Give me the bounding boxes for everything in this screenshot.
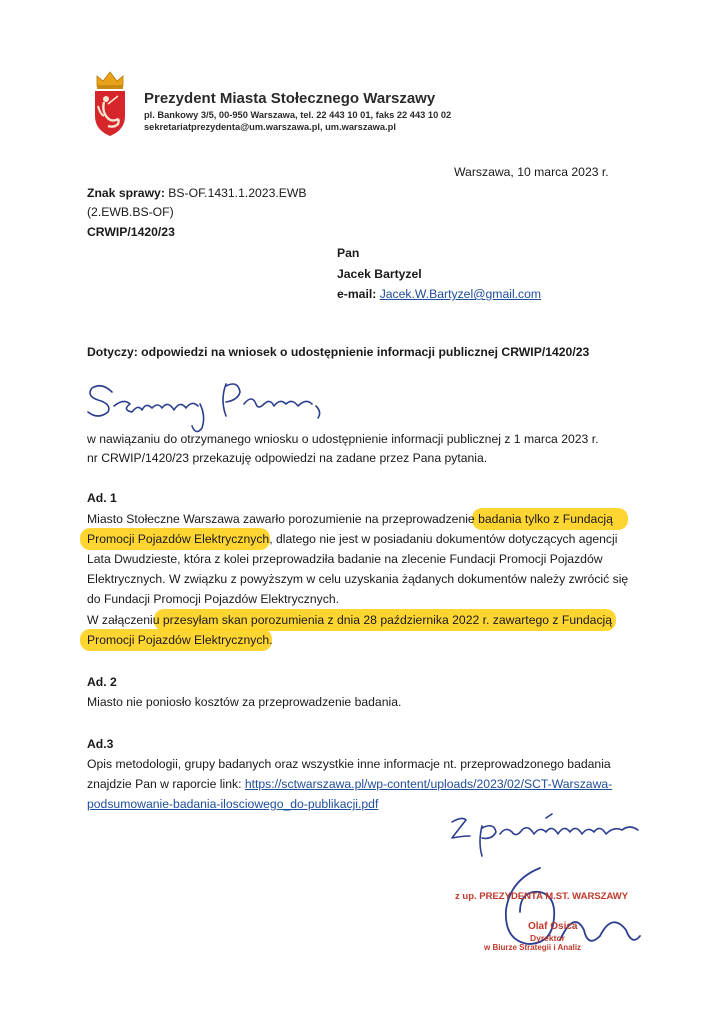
ad3-line-3 [87,795,378,814]
recipient-name: Jacek Bartyzel [337,267,422,281]
case-sub: (2.EWB.BS-OF) [87,205,174,219]
ad1-line-3: Lata Dwudzieste, która z kolei przeprowadziła badanie na zlecenie Fundacji Promocji Pojazdów [87,552,603,566]
report-link-continued[interactable]: podsumowanie-badania-ilosciowego_do-publikacji.pdf [87,797,379,811]
case-ref: CRWIP/1420/23 [87,225,175,239]
report-link[interactable]: https://sctwarszawa.pl/wp-content/uploads/2023/02/SCT-Warszawa- [244,777,613,791]
intro-line-1: w nawiązaniu do otrzymanego wniosku o udostępnienie informacji publicznej z 1 marca 2023 r. [87,432,599,446]
ad2-heading: Ad. 2 [87,675,117,689]
handwritten-salutation [88,384,320,432]
ad1-line-2 [87,530,617,549]
ad1-line-4: Elektrycznych. W związku z powyższym w celu uzyskania żądanych dokumentów należy zwrócić się [87,572,629,586]
recipient-salutation: Pan [337,246,360,260]
ad2-text: Miasto nie poniosło kosztów za przeprowadzenie badania. [87,695,402,709]
handwritten-closing [452,814,638,856]
recipient-email-link[interactable]: Jacek.W.Bartyzel@gmail.com [379,287,542,301]
letterhead-address: pl. Bankowy 3/5, 00-950 Warszawa, tel. 22 443 10 01, faks 22 443 10 02 [144,110,452,120]
ad1-line-6 [87,611,612,630]
subject-line: Dotyczy: odpowiedzi na wniosek o udostępnienie informacji publicznej CRWIP/1420/23 [87,345,590,359]
ad1-line-5: do Fundacji Promocji Pojazdów Elektrycznych. [87,592,339,606]
ad1-line-6-text: W załączeniu [87,613,163,627]
ad1-line-1-text: Miasto Stołeczne Warszawa zawarło porozumienie na przeprowadzenie [87,512,479,526]
intro-line-2: nr CRWIP/1420/23 przekazuję odpowiedzi na zadane przez Pana pytania. [87,451,488,465]
signature [506,868,640,944]
ad1-highlighted-text: Promocji Pojazdów Elektrycznych [87,532,270,546]
ad1-line-1 [87,510,613,529]
ad3-line-2 [87,775,612,794]
letterhead-contacts: sekretariatprezydenta@um.warszawa.pl, um.warszawa.pl [144,122,396,132]
stamp-name: Olaf Osica [528,921,578,932]
ad3-heading: Ad.3 [87,737,114,751]
ad1-heading: Ad. 1 [87,491,117,505]
ad1-line-7: Promocji Pojazdów Elektrycznych. [87,633,273,647]
case-reference [87,184,307,203]
email-label: e-mail: [337,287,377,301]
ad1-highlighted-text: badania tylko z Fundacją [478,512,613,526]
stamp-role: Dyrektor [530,933,565,943]
ad3-line-1: Opis metodologii, grupy badanych oraz wszystkie inne informacje nt. przeprowadzonego badania [87,757,611,771]
stamp-department: w Biurze Strategii i Analiz [484,943,582,952]
ad3-line-2-text: znajdzie Pan w raporcie link: [87,777,245,791]
recipient-email-row [337,285,541,304]
letter-date: Warszawa, 10 marca 2023 r. [454,165,609,179]
stamp-authority: z up. PREZYDENTA M.ST. WARSZAWY [455,891,629,902]
ad1-line-2-text: , dlatego nie jest w posiadaniu dokumentów dotyczących agencji [269,532,618,546]
case-number: BS-OF.1431.1.2023.EWB [168,186,307,200]
case-label: Znak sprawy: [87,186,165,200]
warsaw-crest-logo [92,70,128,138]
letterhead-title: Prezydent Miasta Stołecznego Warszawy [144,90,436,107]
ad1-highlighted-text: przesyłam skan porozumienia z dnia 28 października 2022 r. zawartego z Fundacją [162,613,613,627]
